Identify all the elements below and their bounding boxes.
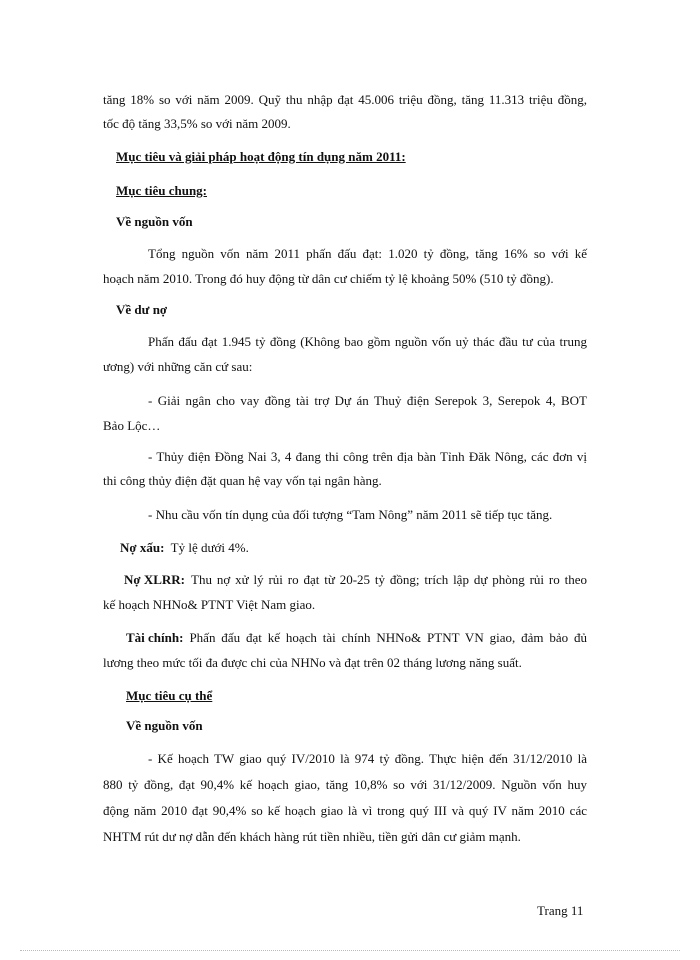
page-number: Trang 11 [537, 903, 584, 918]
intro-line-2: tốc độ tăng 33,5% so với năm 2009. [103, 116, 291, 131]
heading-main: Mục tiêu và giải pháp hoạt động tín dụng năm 2011: [116, 149, 406, 164]
finance-line-1: Phấn đấu đạt kế hoạch tài chính NHNo& PTNT VN giao, đảm bảo đủ [189, 630, 587, 645]
heading-specific: Mục tiêu cụ thể [126, 688, 213, 703]
debt-line-7: - Nhu cầu vốn tín dụng của đối tượng “Tam Nông” năm 2011 sẽ tiếp tục tăng. [148, 507, 553, 522]
xlrr-label: Nợ XLRR: [124, 572, 186, 587]
subheading-capital: Về nguồn vốn [116, 214, 193, 229]
capital-line-1: Tổng nguồn vốn năm 2011 phấn đấu đạt: 1.020 tỷ đồng, tăng 16% so với kế [148, 246, 587, 261]
heading-general: Mục tiêu chung: [116, 183, 207, 198]
xlrr-line-2: kế hoạch NHNo& PTNT Việt Nam giao. [103, 597, 316, 612]
subheading-capital-2: Về nguồn vốn [126, 718, 203, 733]
intro-line-1: tăng 18% so với năm 2009. Quỹ thu nhập đạt 45.006 triệu đồng, tăng 11.313 triệu đồng, [103, 92, 587, 107]
debt-line-6: thi công thủy điện đặt quan hệ vay vốn tại ngân hàng. [103, 473, 382, 488]
finance-row [126, 630, 587, 646]
subheading-debt: Về dư nợ [116, 302, 168, 317]
xlrr-line-1: Thu nợ xử lý rủi ro đạt từ 20-25 tỷ đồng; trích lập dự phòng rủi ro theo [191, 572, 587, 587]
specific-line-4: NHTM rút dư nợ dẫn đến khách hàng rút tiền nhiều, tiền gửi dân cư giảm mạnh. [103, 829, 521, 844]
specific-line-3: động năm 2010 đạt 90,4% so kế hoạch giao là vì trong quý III và quý IV năm 2010 các [103, 803, 587, 818]
finance-line-2: lương theo mức tối đa được chi của NHNo và đạt trên 02 tháng lương năng suất. [103, 655, 522, 670]
footer-divider [20, 950, 680, 951]
debt-line-1: Phấn đấu đạt 1.945 tỷ đồng (Không bao gồm nguồn vốn uỷ thác đầu tư của trung [148, 334, 587, 349]
debt-line-4: Bảo Lộc… [103, 418, 161, 433]
bad-debt-label: Nợ xấu: [120, 540, 165, 555]
debt-line-5: - Thủy điện Đồng Nai 3, 4 đang thi công trên địa bàn Tỉnh Đăk Nông, các đơn vị [148, 449, 587, 464]
finance-label: Tài chính: [126, 630, 184, 645]
bad-debt-row [120, 540, 249, 556]
specific-line-2: 880 tỷ đồng, đạt 90,4% kế hoạch giao, tăng 10,8% so với 31/12/2009. Nguồn vốn huy [103, 777, 587, 792]
capital-line-2: hoạch năm 2010. Trong đó huy động từ dân cư chiếm tỷ lệ khoảng 50% (510 tỷ đồng). [103, 271, 554, 286]
xlrr-row [124, 572, 587, 588]
bad-debt-text: Tỷ lệ dưới 4%. [170, 540, 249, 555]
debt-line-2: ương) với những căn cứ sau: [103, 359, 253, 374]
debt-line-3: - Giải ngân cho vay đồng tài trợ Dự án Thuỷ điện Serepok 3, Serepok 4, BOT [148, 393, 587, 408]
specific-line-1: - Kế hoạch TW giao quý IV/2010 là 974 tỷ đồng. Thực hiện đến 31/12/2010 là [148, 751, 587, 766]
